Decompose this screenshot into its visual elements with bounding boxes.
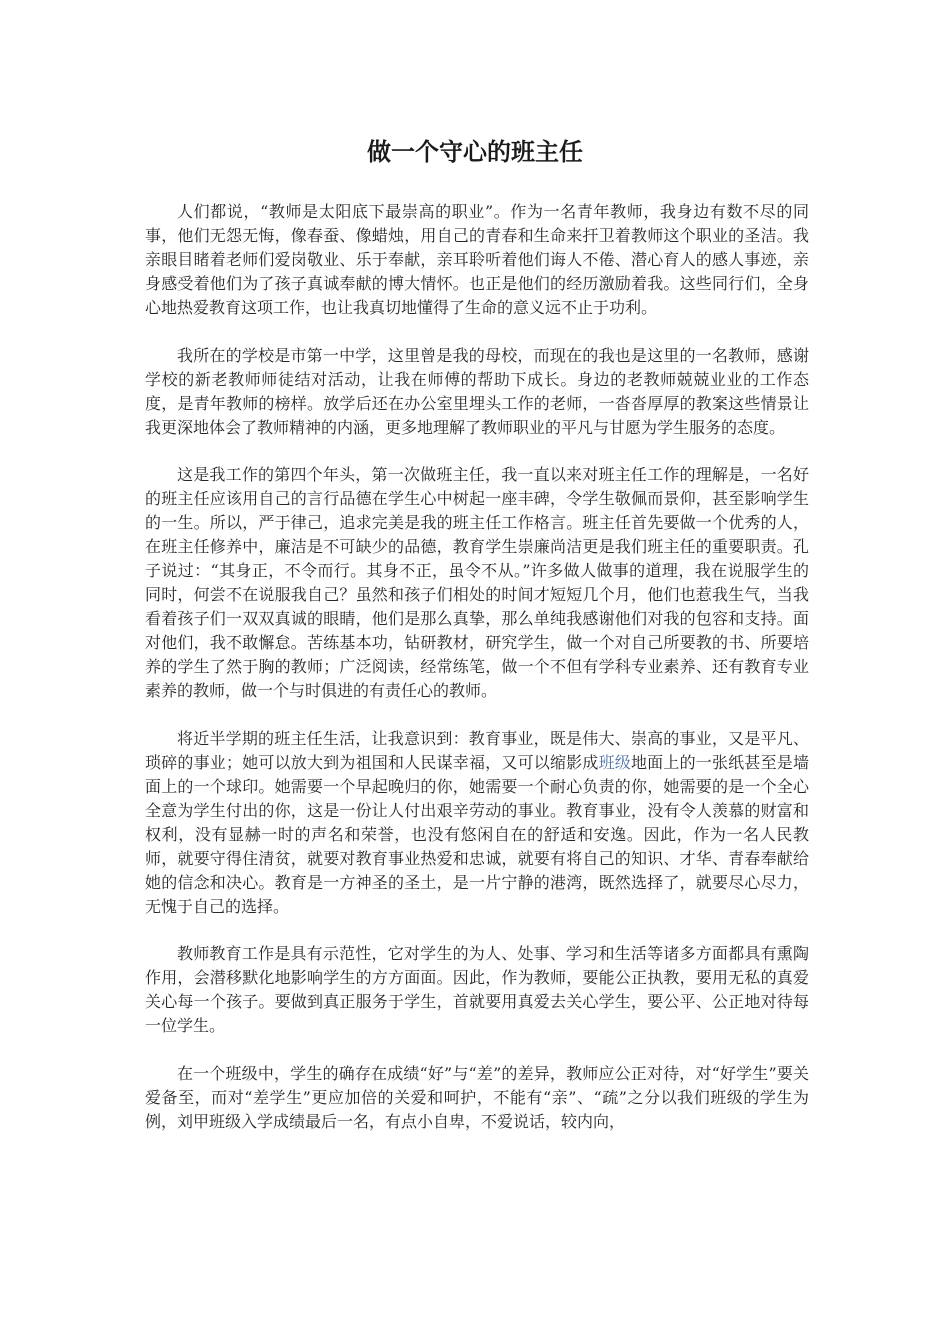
paragraph-3: 这是我工作的第四个年头，第一次做班主任，我一直以来对班主任工作的理解是，一名好的班主任应该用自己的言行品德在学生心中树起一座丰碑，令学生敬佩而景仰，甚至影响学生的一生。所以，严于律己，追求完美是我的班主任工作格言。班主任首先要做一个优秀的人，在班主任修养中，廉洁是不可缺少的品德，教育学生崇廉尚洁更是我们班主任的重要职责。孔子说过：“其身正，不令而行。其身不正，虽令不从。”许多做人做事的道理，我在说服学生的同时，何尝不在说服我自己？虽然和孩子们相处的时间才短短几个月，他们也惹我生气，当我看着孩子们一双双真诚的眼睛，他们是那么真挚，那么单纯我感谢他们对我的包容和支持。面对他们，我不敢懈怠。苦练基本功，钻研教材，研究学生，做一个对自己所要教的书、所要培养的学生了然于胸的教师；广泛阅读，经常练笔，做一个不但有学科专业素养、还有教育专业素养的教师，做一个与时俱进的有责任心的教师。 [145, 465, 809, 700]
class-link[interactable]: 班级 [598, 752, 631, 772]
paragraph-6: 在一个班级中，学生的确存在成绩“好”与“差”的差异，教师应公正对待，对“好学生”要关爱备至，而对“差学生”更应加倍的关爱和呵护，不能有“亲”、“疏”之分以我们班级的学生为例，刘甲班级入学成绩最后一名，有点小自卑，不爱说话，较内向， [145, 1063, 809, 1131]
paragraph-5: 教师教育工作是具有示范性，它对学生的为人、处事、学习和生活等诸多方面都具有熏陶作用，会潜移默化地影响学生的方方面面。因此，作为教师，要能公正执教，要用无私的真爱关心每一个孩子。要做到真正服务于学生，首就要用真爱去关心学生，要公平、公正地对待每一位学生。 [145, 944, 809, 1035]
paragraph-2: 我所在的学校是市第一中学，这里曾是我的母校，而现在的我也是这里的一名教师，感谢学校的新老教师师徒结对活动，让我在师傅的帮助下成长。身边的老教师兢兢业业的工作态度，是青年教师的榜样。放学后还在办公室里埋头工作的老师，一沓沓厚厚的教案这些情景让我更深地体会了教师精神的内涵，更多地理解了教师职业的平凡与甘愿为学生服务的态度。 [145, 345, 809, 437]
paragraph-4 [145, 727, 809, 919]
document-body [145, 200, 809, 1157]
paragraph-1: 人们都说，“教师是太阳底下最崇高的职业”。作为一名青年教师，我身边有数不尽的同事，他们无怨无悔，像春蚕、像蜡烛，用自己的青春和生命来扞卫着教师这个职业的圣洁。我亲眼目睹着老师们爱岗敬业、乐于奉献，亲耳聆听着他们诲人不倦、潜心育人的感人事迹，亲身感受着他们为了孩子真诚奉献的博大情怀。也正是他们的经历激励着我。这些同行们，全身心地热爱教育这项工作，也让我真切地懂得了生命的意义远不止于功利。 [145, 202, 809, 317]
document-title: 做一个守心的班主任 [367, 137, 583, 166]
paragraph-4-text-before: 将近半学期的班主任生活，让我意识到：教育事业，既是伟大、崇高的事业，又是平凡、琐碎的事业；她可以放大到为祖国和人民谋幸福，又可以缩影成 [145, 728, 809, 772]
paragraph-4-text-after: 地面上的一张纸甚至是墙面上的一个球印。她需要一个早起晚归的你，她需要一个耐心负责的你，她需要的是一个全心全意为学生付出的你，这是一份让人付出艰辛劳动的事业。教育事业，没有令人羡慕的财富和权利，没有显赫一时的声名和荣誉，也没有悠闲自在的舒适和安逸。因此，作为一名人民教师，就要守得住清贫，就要对教育事业热爱和忠诚，就要有将自己的知识、才华、青春奉献给她的信念和决心。教育是一方神圣的圣土，是一片宁静的港湾，既然选择了，就要尽心尽力，无愧于自己的选择。 [145, 752, 809, 916]
